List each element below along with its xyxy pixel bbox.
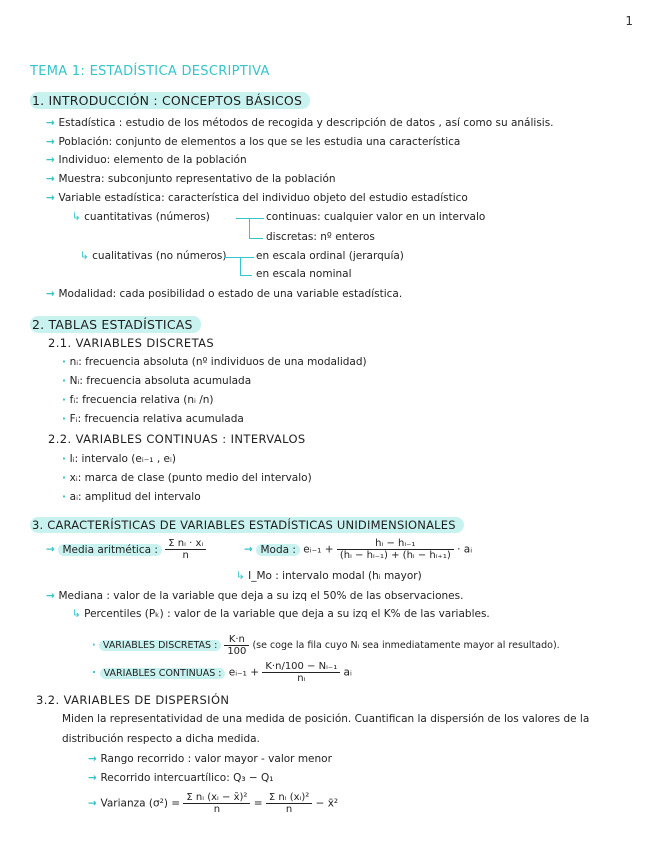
- bullet-icon: ·: [62, 453, 70, 465]
- arrow-icon: →: [46, 173, 59, 185]
- bullet-icon: ·: [62, 472, 70, 484]
- varianza-formula-2: $\frac{\text{Σ nᵢ (xᵢ)²}}{n}$: [266, 792, 312, 815]
- hook-arrow-icon: ↳: [72, 211, 85, 223]
- variable-cuantitativas: ↳ cuantitativas (números): [72, 211, 210, 223]
- def-Ii: · Iᵢ: intervalo (eᵢ₋₁ , eᵢ): [62, 453, 176, 465]
- cual-ordinal: en escala ordinal (jerarquía): [256, 250, 404, 262]
- def-estadistica: → Estadística : estudio de los métodos de recogida y descripción de datos , así como su análisis.: [46, 117, 554, 129]
- media-formula: $\frac{\text{Σ nᵢ · xᵢ}}{n}$: [165, 538, 206, 561]
- def-fi: · fᵢ: frecuencia relativa (nᵢ /n): [62, 394, 214, 406]
- moda: → Moda : eᵢ₋₁ + $\frac{\text{hᵢ − hᵢ₋₁}}{\text{(hᵢ − hᵢ₋₁) + (hᵢ − hᵢ₊₁)}}$ · aᵢ: [244, 538, 473, 561]
- section-1-heading: 1. INTRODUCCIÓN : CONCEPTOS BÁSICOS: [30, 93, 310, 108]
- def-Ni: · Nᵢ: frecuencia absoluta acumulada: [62, 375, 252, 387]
- bullet-icon: ·: [62, 394, 70, 406]
- moda-formula: $\frac{\text{hᵢ − hᵢ₋₁}}{\text{(hᵢ − hᵢ₋₁) + (hᵢ − hᵢ₊₁)}}$: [337, 538, 454, 561]
- arrow-icon: →: [46, 154, 59, 166]
- variable-cualitativas: ↳ cualitativas (no números): [80, 250, 227, 262]
- percentil-continuas-formula: $\frac{\text{K·n/100 − Nᵢ₋₁}}{\text{nᵢ}}$: [262, 661, 340, 684]
- bullet-icon: ·: [62, 375, 70, 387]
- percentil-discretas: · VARIABLES DISCRETAS : $\frac{K\cdot n}{100}$ (se coge la fila cuyo Nᵢ sea inmediatamente mayor al resultado).: [92, 634, 560, 657]
- bullet-icon: ·: [62, 356, 70, 368]
- varianza: → Varianza (σ²) = $\frac{\text{Σ nᵢ (xᵢ − x̄)²}}{n}$ = $\frac{\text{Σ nᵢ (xᵢ)²}}{n}$ − x̄²: [88, 792, 339, 815]
- section-3-heading: 3. CARACTERÍSTICAS DE VARIABLES ESTADÍSTICAS UNIDIMENSIONALES: [30, 518, 464, 532]
- arrow-icon: →: [88, 772, 101, 784]
- arrow-icon: →: [46, 543, 59, 556]
- cuant-continuas: continuas: cualquier valor en un intervalo: [266, 211, 486, 223]
- arrow-icon: →: [46, 117, 59, 129]
- hook-arrow-icon: ↳: [72, 608, 85, 620]
- dispersion-intro-2: distribución respecto a dicha medida.: [62, 733, 260, 745]
- arrow-icon: →: [46, 136, 59, 148]
- subsection-2-1: 2.1. VARIABLES DISCRETAS: [48, 336, 215, 350]
- def-xi: · xᵢ: marca de clase (punto medio del intervalo): [62, 472, 312, 484]
- arrow-icon: →: [46, 288, 59, 300]
- branch-line: [236, 218, 264, 219]
- arrow-icon: →: [46, 192, 59, 204]
- branch-bracket: [240, 257, 241, 275]
- subsection-3-2: 3.2. VARIABLES DE DISPERSIÓN: [36, 693, 230, 707]
- page-number: 1: [625, 14, 633, 28]
- branch-bracket: [249, 218, 250, 238]
- arrow-icon: →: [88, 797, 101, 810]
- branch-line: [240, 275, 252, 276]
- hook-arrow-icon: ↳: [236, 570, 249, 582]
- subsection-2-2: 2.2. VARIABLES CONTINUAS : INTERVALOS: [48, 432, 306, 446]
- arrow-icon: →: [46, 590, 59, 602]
- bullet-icon: ·: [92, 666, 100, 679]
- branch-line: [249, 238, 263, 239]
- branch-line: [224, 257, 254, 258]
- def-individuo: → Individuo: elemento de la población: [46, 154, 247, 166]
- percentil-discretas-formula: $\frac{K\cdot n}{100}$: [224, 634, 249, 657]
- page-title: TEMA 1: ESTADÍSTICA DESCRIPTIVA: [30, 64, 270, 79]
- bullet-icon: ·: [62, 413, 70, 425]
- bullet-icon: ·: [92, 640, 99, 651]
- def-modalidad: → Modalidad: cada posibilidad o estado de una variable estadística.: [46, 288, 403, 300]
- percentil-continuas: · VARIABLES CONTINUAS : eᵢ₋₁ + $\frac{\text{K·n/100 − Nᵢ₋₁}}{\text{nᵢ}}$ aᵢ: [92, 661, 352, 684]
- def-poblacion: → Población: conjunto de elementos a los que se les estudia una característica: [46, 136, 461, 148]
- def-muestra: → Muestra: subconjunto representativo de la población: [46, 173, 336, 185]
- def-ai: · aᵢ: amplitud del intervalo: [62, 491, 201, 503]
- cuant-discretas: discretas: nº enteros: [266, 231, 375, 243]
- intervalo-modal: ↳ I_Mo : intervalo modal (hᵢ mayor): [236, 570, 422, 582]
- media-aritmetica: → Media aritmética : $\frac{\text{Σ nᵢ · xᵢ}}{n}$: [46, 538, 206, 561]
- arrow-icon: →: [88, 753, 101, 765]
- recorrido-intercuartilico: → Recorrido intercuartílico: Q₃ − Q₁: [88, 772, 274, 784]
- arrow-icon: →: [244, 543, 257, 556]
- def-Fi: · Fᵢ: frecuencia relativa acumulada: [62, 413, 244, 425]
- hook-arrow-icon: ↳: [80, 250, 93, 262]
- dispersion-intro-1: Miden la representatividad de una medida de posición. Cuantifican la dispersión de los valores de la: [62, 713, 590, 725]
- section-2-heading: 2. TABLAS ESTADÍSTICAS: [30, 317, 201, 332]
- percentiles: ↳ Percentiles (Pₖ) : valor de la variable que deja a su izq el K% de las variables.: [72, 608, 490, 620]
- bullet-icon: ·: [62, 491, 70, 503]
- def-variable: → Variable estadística: característica del individuo objeto del estudio estadístico: [46, 192, 468, 204]
- cual-nominal: en escala nominal: [256, 268, 352, 280]
- mediana: → Mediana : valor de la variable que deja a su izq el 50% de las observaciones.: [46, 590, 464, 602]
- rango-recorrido: → Rango recorrido : valor mayor - valor menor: [88, 753, 332, 765]
- def-ni: · nᵢ: frecuencia absoluta (nº individuos de una modalidad): [62, 356, 367, 368]
- varianza-formula-1: $\frac{\text{Σ nᵢ (xᵢ − x̄)²}}{n}$: [183, 792, 250, 815]
